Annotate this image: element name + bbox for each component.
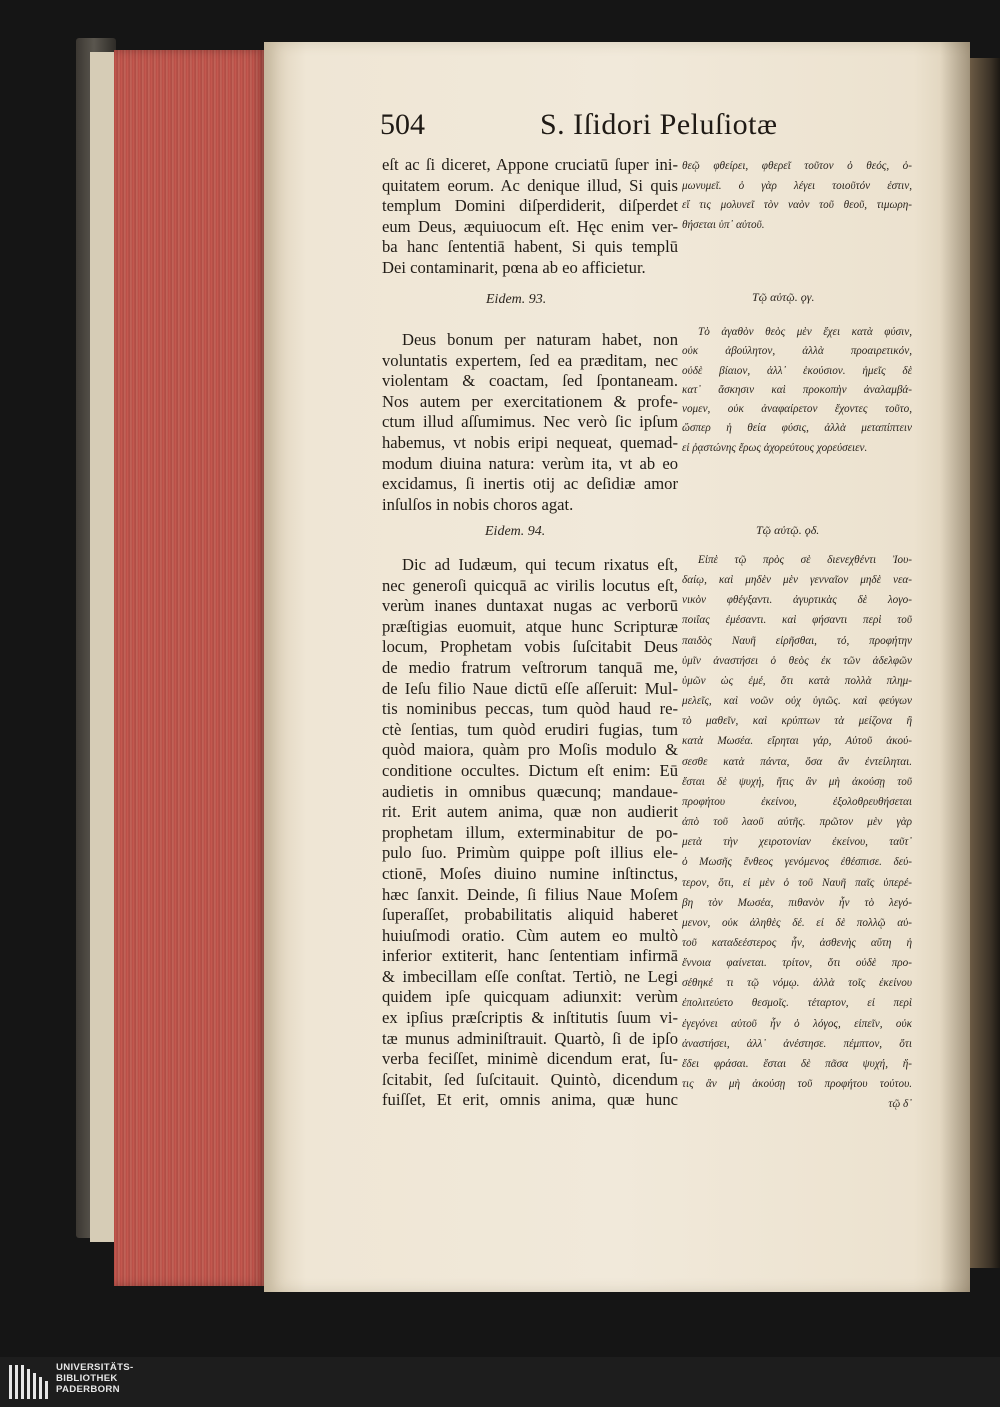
text-line: eſt ac ſi diceret, Appone cruciatū ſuper ini-	[382, 155, 678, 174]
text-line: nec generoſi quicquā ac virilis locutus eſt,	[382, 575, 678, 595]
text-line: ſcitabit, ſed ſuſcitauit. Quintò, dicendum	[382, 1069, 678, 1089]
text-line: inſulſos in nobis choros agat.	[382, 494, 574, 514]
text-line: tæ munus adminiſtrauit. Quartò, ſi de ipſo	[382, 1028, 678, 1048]
text-line: τὸ μαθεῖν, καὶ κρύπτων τὰ μείζονα ἢ	[682, 715, 912, 728]
library-name-line-3: PADERBORN	[56, 1384, 120, 1395]
greek-paragraph	[682, 323, 912, 458]
text-line: νομεν, οὐκ ἀναφαίρετον ἔχοντες τοῦτο,	[682, 403, 912, 416]
text-line: ἀναστήσει, ἀλλ᾽ ἀνέστησε. πέμπτον, ὅτι	[682, 1037, 912, 1050]
library-footer-band	[0, 1357, 1000, 1407]
red-page-edges	[114, 50, 266, 1286]
text-line: voluntatis expertem, ſed ea præditam, nec	[382, 350, 678, 370]
text-line: δαίῳ, καὶ μηδὲν μὲν γενναῖον μηδὲ νεα-	[682, 574, 912, 587]
text-line: pulo ſuo. Primùm quippe poſt illius ele-	[382, 843, 678, 863]
text-line: rit. Erit autem anima, quæ non audierit	[382, 802, 678, 822]
catchword: τῷ δ᾽	[888, 1098, 912, 1111]
text-line: præſtigias euomuit, atque hunc Scripturæ	[382, 616, 678, 636]
text-line: ctionē, Moſes diuino numine inſtinctus,	[382, 863, 678, 883]
text-line: inferior extiterit, hanc ſententiam infirmā	[382, 946, 678, 966]
latin-paragraph	[382, 555, 678, 1111]
text-line: ctè ſentias, tum quòd erudiri fugias, tum	[382, 719, 678, 739]
text-line: μελεῖς, καὶ νοῶν οὐχ ὑγιῶς. καὶ φεύγων	[682, 695, 912, 708]
text-line: ἔσται δὲ ψυχή, ἥτις ἂν μὴ ἀκούσῃ τοῦ	[682, 775, 912, 788]
text-line: προφήτου ἐκείνου, ἐξολοθρευθήσεται	[682, 795, 912, 808]
text-line: κατ᾽ ἄσκησιν καὶ προκοπὴν ἀναλαμβά-	[682, 383, 912, 396]
text-line: habemus, vt nobis eripi nequeat, quemad-	[382, 432, 678, 452]
text-line: de medio fratrum veſtrorum tanquā me,	[382, 657, 678, 677]
text-line: Nos autem per exercitationem & profe-	[382, 391, 678, 411]
latin-paragraph	[382, 155, 678, 279]
text-line: μενον, οὐκ ἀληθὲς δέ. εἰ δὲ πολλῷ αὐ-	[682, 916, 912, 929]
text-line: ἔννοια φαίνεται. τρίτον, ὅτι οὐδὲ προ-	[682, 957, 912, 970]
book-cover-right	[970, 58, 1000, 1268]
text-line: violentam & coactam, ſed ſpontaneam.	[382, 371, 678, 391]
text-line: quidem ipſe quicquam adiunxit: verùm	[382, 987, 678, 1007]
text-line: ποιΐας ἐμέσαντι. καὶ φήσαντι περὶ τοῦ	[682, 614, 912, 627]
text-line: μετὰ τὴν χειροτονίαν ἐκείνου, ταῦτ᾽	[682, 836, 912, 849]
letter-heading-93: Eidem. 93.	[486, 292, 547, 307]
text-line: θήσεται ὑπ᾽ αὐτοῦ.	[682, 218, 765, 231]
text-line: εἰ ῥᾳστώνης ἔρως ἀχορεύτους χορεύσειεν.	[682, 441, 868, 454]
text-line: verùm inanes duntaxat nugas ac verborū	[382, 596, 678, 616]
text-line: οὐκ ἀβούλητον, ἀλλὰ προαιρετικόν,	[682, 345, 912, 358]
text-line: eum Deus, æquiuocum eſt. Hęc enim ver-	[382, 216, 678, 236]
running-title: S. Iſidori Peluſiotæ	[540, 108, 778, 141]
text-line: παιδὸς Ναυῆ εἰρῆσθαι, τό, προφήτην	[682, 634, 912, 647]
text-line: quitatem eorum. Ac denique illud, Si quis	[382, 175, 678, 195]
greek-letter-heading-93: Τῷ αὐτῷ. ϙγ.	[752, 290, 815, 304]
text-line: ἀπὸ τοῦ λαοῦ αὐτῆς. πρῶτον μὲν γὰρ	[682, 816, 912, 829]
text-line: de Ieſu filio Naue dictū eſſe aſſeruit: Mul-	[382, 678, 678, 698]
text-line: Deus bonum per naturam habet, non	[402, 330, 678, 349]
text-line: ὥσπερ ἡ θεία φύσις, ἀλλὰ μεταπίπτειν	[682, 422, 912, 435]
text-line: οὐδὲ βίαιον, ἀλλ᾽ ἑκούσιον. ἡμεῖς δὲ	[682, 364, 912, 377]
text-line: conditione occultes. Dictum eſt enim: Eū	[382, 760, 678, 780]
text-line: & imbecillam eſſe conſtat. Tertiò, ne Legi	[382, 966, 678, 986]
greek-paragraph	[682, 550, 912, 1114]
text-line: templum Domini diſperdiderit, diſperdet	[382, 196, 678, 216]
page-number: 504	[380, 108, 425, 141]
text-line: τις ἂν μὴ ἀκούσῃ τοῦ προφήτου τούτου.	[682, 1078, 912, 1091]
latin-paragraph	[382, 330, 678, 515]
text-line: prophetam illum, exterminabitur de po-	[382, 822, 678, 842]
text-line: Τὸ ἀγαθὸν θεὸς μὲν ἔχει κατὰ φύσιν,	[698, 326, 912, 338]
text-line: τερον, ὅτι, εἰ μὲν ὁ τοῦ Ναυῆ παῖς ὑπερέ-	[682, 876, 912, 889]
text-line: ctum illud aſſumimus. Nec verò ſic ipſum	[382, 412, 678, 432]
text-line: quòd maiora, quàm pro Moſis modulo &	[382, 740, 678, 760]
text-line: ὑμῶν ὡς ἐμέ, ὅτι κατὰ πολλὰ πλημ-	[682, 674, 912, 687]
text-line: modum diuina natura: verùm ita, vt ab eo	[382, 453, 678, 473]
text-line: fuiſſet, Et erit, omnis anima, quæ hunc	[382, 1090, 678, 1110]
library-name-line-1: UNIVERSITÄTS-	[56, 1362, 134, 1373]
text-line: ἐγεγόνει αὐτοῦ ἦν ὁ λόγος, εἰπεῖν, οὐκ	[682, 1017, 912, 1030]
text-line: μωνυμεῖ. ὁ γὰρ λέγει τοιοῦτόν ἐστιν,	[682, 179, 912, 192]
text-line: verba feciſſet, minimè dicendum erat, ſu-	[382, 1049, 678, 1069]
text-line: tis nominibus peccas, tum quòd haud re-	[382, 699, 678, 719]
text-line: βη τὸν Μωσέα, πιθανὸν ἦν τὸ λεγό-	[682, 896, 912, 909]
greek-letter-heading-94: Τῷ αὐτῷ. ϙδ.	[756, 523, 820, 537]
text-line: ba hanc ſententiā habent, Si quis templū	[382, 237, 678, 257]
text-line: excidamus, ſi inertis otij ac deſidiæ amor	[382, 474, 678, 494]
text-line: Dic ad Iudæum, qui tecum rixatus eſt,	[402, 555, 678, 574]
gutter-shadow	[940, 42, 970, 1292]
letter-heading-94: Eidem. 94.	[485, 524, 546, 539]
text-line: ἔδει φράσαι. ἔσται δὲ πᾶσα ψυχή, ἥ-	[682, 1057, 912, 1070]
text-line: εἴ τις μολυνεῖ τὸν ναὸν τοῦ θεοῦ, τιμωρη-	[682, 199, 912, 211]
text-line: ἐπολιτεύετο θεσμοῖς. τέταρτον, εἰ περὶ	[682, 997, 912, 1010]
text-line: ὑμῖν ἀναστήσει ὁ θεὸς ἐκ τῶν ἀδελφῶν	[682, 654, 912, 667]
library-logo-icon	[6, 1359, 52, 1405]
text-line: σέθηκέ τι τῷ νόμῳ. ἀλλὰ τοῖς ἐκείνου	[682, 977, 912, 990]
text-line: νικὸν φθέγξαντι. ἀγυρτικὰς δὲ λογο-	[682, 594, 912, 607]
text-line: huiuſmodi oratio. Cùm autem eo multò	[382, 925, 678, 945]
text-line: audietis in omnibus quæcunq; mandaue-	[382, 781, 678, 801]
text-line: hæc ſanxit. Deinde, ſi filius Naue Moſem	[382, 884, 678, 904]
text-line: ſuperaſſet, probabilitatis aliquid haberet	[382, 905, 678, 925]
greek-paragraph	[682, 157, 912, 235]
library-name-line-2: BIBLIOTHEK	[56, 1373, 118, 1384]
text-line: locum, Prophetam vobis ſuſcitabit Deus	[382, 637, 678, 657]
text-line: σεσθε κατὰ πάντα, ὅσα ἂν ἐντείληται.	[682, 755, 912, 768]
text-line: ὁ Μωσῆς ἔνθεος γενόμενος ἐθέσπισε. δεύ-	[682, 856, 912, 869]
text-line: τοῦ καταδεέστερος ἦν, ἀσθενὴς αὕτη ἡ	[682, 936, 912, 949]
text-line: ex ipſius præſcriptis & inſtitutis ſuum vi-	[382, 1008, 678, 1028]
text-line: κατὰ Μωσέα. εἴρηται γάρ, Αὐτοῦ ἀκού-	[682, 735, 912, 748]
text-line: Εἰπὲ τῷ πρὸς σὲ διενεχθέντι Ἰου-	[698, 554, 912, 566]
text-line: Dei contaminarit, pœna ab eo afficietur.	[382, 257, 646, 277]
text-line: θεῷ φθείρει, φθερεῖ τοῦτον ὁ θεός, ὁ-	[682, 160, 912, 172]
